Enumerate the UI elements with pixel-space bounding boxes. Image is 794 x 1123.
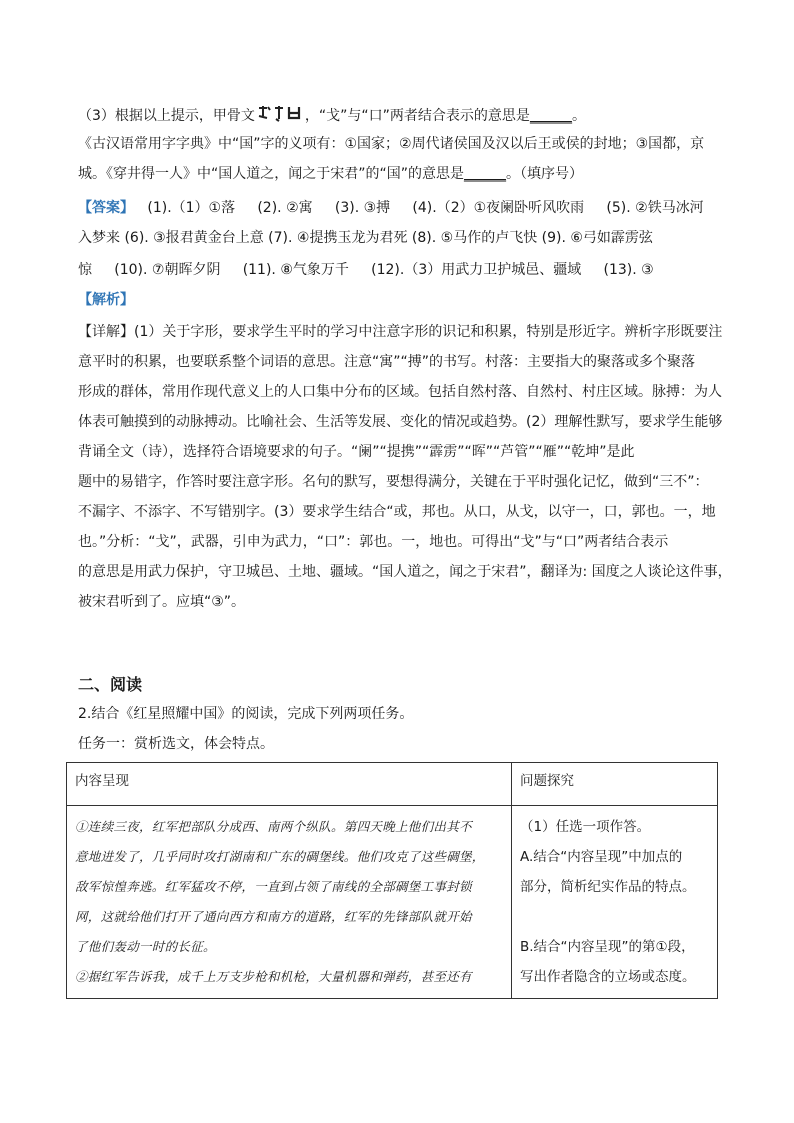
- dict-line-2-b: 。（填序号）: [506, 166, 584, 182]
- analysis-line: 的意思是用武力保护，守卫城邑、土地、疆域。“国人道之，闻之于宋君”，翻译为: 国度之人谈论这件事，: [78, 564, 732, 580]
- analysis-line: 被宋君听到了。应填“③”。: [78, 594, 246, 610]
- dict-line-1: 《古汉语常用字字典》中“国”字的义项有：①国家；②周代诸侯国及汉以后王或侯的封地；③国都，京: [78, 136, 705, 152]
- passage-line: 意地进发了，几乎同时攻打湖南和广东的碉堡线。他们攻克了这些碉堡，: [75, 849, 485, 864]
- task-table: [66, 762, 718, 999]
- dict-blank: ______: [464, 166, 507, 182]
- analysis-tag: [78, 290, 718, 310]
- section-title: 二、阅读: [78, 675, 143, 694]
- q3-blank: ______: [529, 108, 572, 124]
- analysis-tag-text: 【解析】: [78, 292, 134, 308]
- analysis-line: 也。”分析：“戈”，武器，引申为武力，“口”：郭也。一，地也。可得出“戈”与“口”两者结合表示: [78, 534, 669, 550]
- q3-prefix: （3）根据以上提示，甲骨文: [78, 108, 255, 124]
- analysis-line: 背诵全文（诗），选择符合语境要求的句子。“阑”“提携”“霹雳”“晖”“芦管”“雁”“乾坤”是此: [78, 444, 635, 460]
- dict-line-2-a: 城。《穿井得一人》中“国人道之，闻之于宋君”的“国”的意思是: [78, 166, 465, 182]
- answer-line-1: [78, 198, 718, 218]
- answer-line-2: 入梦来 (6). ③报君黄金台上意 (7). ④提携玉龙为君死 (8). ⑤马作的卢飞快 (9). ⑥弓如霹雳弦: [78, 230, 653, 246]
- q3-end: 。: [571, 108, 586, 124]
- q3-line: [78, 104, 718, 128]
- passage-line: ②据红军告诉我，成千上万支步枪和机枪，大量机器和弹药，甚至还有: [75, 969, 472, 984]
- task-1-label: 任务一：赏析选文，体会特点。: [78, 736, 274, 752]
- question-line: （1）任选一项作答。: [520, 819, 651, 835]
- question-line: 写出作者隐含的立场或态度。: [520, 969, 696, 985]
- header-content: 内容呈现: [67, 763, 512, 806]
- question-2-intro: 2.结合《红星照耀中国》的阅读，完成下列两项任务。: [78, 706, 414, 722]
- passage-line: 了他们轰动一时的长征。: [75, 939, 216, 954]
- dict-line-2: [78, 164, 718, 184]
- passage-cell: [67, 806, 512, 999]
- answer-text-1: (1).（1）①落 (2). ②寓 (3). ③搏 (4).（2）①夜阑卧听风吹雨 (5). ②铁马冰河: [147, 200, 704, 216]
- question-cell: [512, 806, 718, 999]
- passage-line: ①连续三夜，红军把部队分成西、南两个纵队。第四天晚上他们出其不: [75, 819, 472, 834]
- passage-line: 敌军惊惶奔逃。红军猛攻不停，一直到占领了南线的全部碉堡工事封锁: [75, 879, 472, 894]
- answer-line-3: 惊 (10). ⑦朝晖夕阴 (11). ⑧气象万千 (12).（3）用武力卫护城邑、疆域 (13). ③: [78, 262, 654, 278]
- analysis-line: 形成的群体，常用作现代意义上的人口集中分布的区域。包括自然村落、自然村、村庄区域。脉搏：为人: [78, 384, 722, 400]
- analysis-line: 题中的易错字，作答时要注意字形。名句的默写，要想得满分，关键在于平时强化记忆，做到“三不”：: [78, 474, 709, 490]
- passage-line: 网，这就给他们打开了通向西方和南方的道路，红军的先锋部队就开始: [75, 909, 472, 924]
- analysis-line: 不漏字、不添字、不写错别字。(3）要求学生结合“或，邦也。从口，从戈，以守一，口，郭也。一，地: [78, 504, 716, 520]
- question-spacer: [520, 902, 709, 932]
- question-line: 部分，简析纪实作品的特点。: [520, 879, 696, 895]
- analysis-line: 体表可触摸到的动脉搏动。比喻社会、生活等发展、变化的情况或趋势。(2）理解性默写，要求学生能够: [78, 414, 723, 430]
- question-line: B.结合“内容呈现”的第①段，: [520, 939, 695, 955]
- q3-suffix: ，“戈”与“口”两者结合表示的意思是: [304, 108, 530, 124]
- analysis-line: 【详解】(1）关于字形，要求学生平时的学习中注意字形的识记和积累，特别是形近字。辨析字形既要注: [78, 324, 723, 340]
- oracle-bone-characters-image: [257, 104, 303, 128]
- analysis-line: 意平时的积累，也要联系整个词语的意思。注意“寓”“搏”的书写。村落：主要指大的聚落或多个聚落: [78, 354, 696, 370]
- table-header-row: [67, 763, 718, 806]
- header-question: 问题探究: [512, 763, 718, 806]
- question-line: A.结合“内容呈现”中加点的: [520, 849, 683, 865]
- table-row: [67, 806, 718, 999]
- answer-tag: 【答案】: [78, 200, 134, 216]
